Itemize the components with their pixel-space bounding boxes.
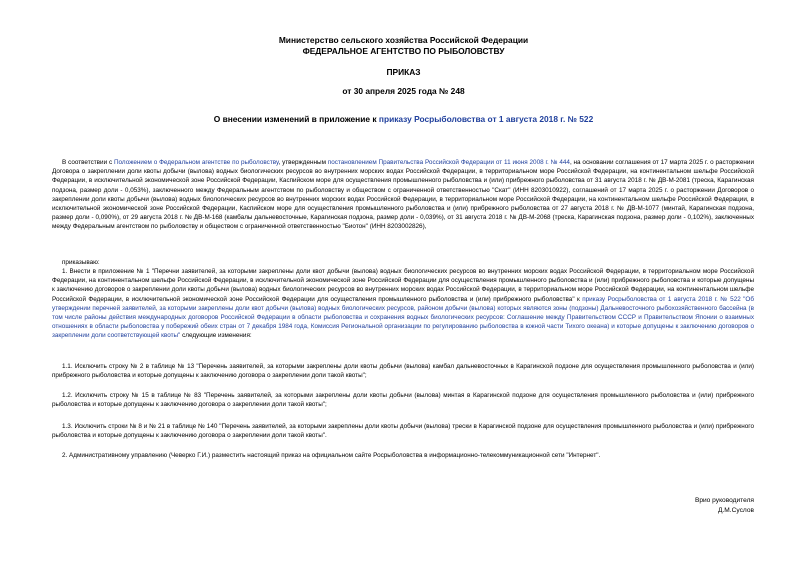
title-prefix: О внесении изменений в приложение к xyxy=(213,114,379,124)
intro-text-1: В соответствии с xyxy=(62,159,114,166)
document-type: ПРИКАЗ xyxy=(386,67,421,77)
item-1-paragraph xyxy=(52,267,754,341)
item-1-text-2: следующие изменения: xyxy=(180,332,252,340)
agency-heading: ФЕДЕРАЛЬНОЕ АГЕНТСТВО ПО РЫБОЛОВСТВУ xyxy=(302,46,505,56)
order-word: приказываю: xyxy=(62,259,100,266)
item-1-1-paragraph: 1.1. Исключить строку № 2 в таблице № 13 "Перечень заявителей, за которыми закреплены доли квоты добычи (вылова) камбал дальневосточных в Карагинской подзоне для осуществления промышленного рыболовства и (или) прибрежного рыболовства и которые допущены к заключению договора о закреплении доли такой квоты"; xyxy=(52,363,754,380)
regulation-link[interactable]: Положением о Федеральном агентстве по рыболовству xyxy=(113,159,279,166)
item-1-text-1: 1. Внести в приложение № 1 "Перечни заявителей, за которыми закреплены доли квот добычи (вылова) водных биологических ресурсов во внутренних морских водах Российской Федерации, в территориальном море Российской Федерации, на континентальном шельфе Российской Федерации, в исключительной экономической зоне Российской Федерации для осуществления промышленного рыболовства и (или) прибрежного рыболовства и которые допущены к заключению договоров о закреплении доли квоты добычи (вылова) водных биологических ресурсов во внутренних морских водах Российской Федерации, в территориальном море Российской Федерации, на континентальном шельфе Российской Федерации, в исключительной экономической зоне Российской Федерации для осуществления промышленного рыболовства и (или) прибрежного рыболовства" к xyxy=(52,268,754,303)
item-2-paragraph: 2. Административному управлению (Чеверко Г.И.) разместить настоящий приказ на официальном сайте Росрыболовства в информационно-телекоммуникационной сети "Интернет". xyxy=(62,452,601,459)
title-link[interactable]: приказу Росрыболовства от 1 августа 2018 г. № 522 xyxy=(378,114,594,124)
order-522-link[interactable]: приказу Росрыболовства от 1 августа 2018 г. № 522 "Об утверждении перечней заявителей, за которыми закреплены доли квот добычи (вылова) водных биологических ресурсов, районом добычи (вылова) которых являются зоны (подзоны) Дальневосточного рыбохозяйственного бассейна (в том числе районы действия международных договоров Российской Федерации в области рыболовства и сохранения водных биологических ресурсов: Соглашение между Правительством СССР и Правительством Японии о взаимных отношениях в области рыболовства у побережий обеих стран от 7 декабря 1984 года, Комиссия Региональной организации по регулированию рыболовства в южной части Тихого океана) и которые допущены к заключению договоров о закреплении доли соответствующей квоты" xyxy=(52,295,754,340)
document-date-number: от 30 апреля 2025 года № 248 xyxy=(342,86,465,96)
ministry-heading: Министерство сельского хозяйства Российской Федерации xyxy=(278,35,529,45)
intro-text-2: , утвержденным xyxy=(278,159,328,166)
signatory-position: Врио руководителя xyxy=(694,497,754,504)
item-1-2-paragraph: 1.2. Исключить строку № 15 в таблице № 83 "Перечень заявителей, за которыми закреплены доли квоты добычи (вылова) минтая в Карагинской подзоне для осуществления промышленного рыболовства и (или) прибрежного рыболовства и которые допущены к заключению договора о закреплении доли такой квоты"; xyxy=(52,392,754,409)
intro-paragraph xyxy=(52,158,754,232)
government-decree-link[interactable]: постановлением Правительства Российской Федерации от 11 июня 2008 г. № 444 xyxy=(327,159,570,166)
intro-text-3: , на основании соглашения от 17 марта 2025 г. о расторжении Договора о закреплении доли квоты добычи (вылова) водных биологических ресурсов во внутренних морских водах Российской Федерации, в территориальном море Российской Федерации, на континентальном шельфе Российской Федерации, в исключительной экономической зоне Российской Федерации, Каспийском море для осуществления промышленного рыболовства и (или) прибрежного рыболовства от 31 августа 2018 г. № ДВ-М-2081 (треска, Карагинская подзона, размер доли - 0,053%), заключенного между Федеральным агентством по рыболовству и обществом с ограниченной ответственностью "Скат" (ИНН 8203010922), соглашений от 17 марта 2025 г. о расторжении Договоров о закреплении доли квоты добычи (вылова) водных биологических ресурсов во внутренних морских водах Российской Федерации, в территориальном море Российской Федерации, на континентальном шельфе Российской Федерации, в исключительной экономической зоне Российской Федерации, Каспийском море для осуществления промышленного рыболовства и (или) прибрежного рыболовства от 27 августа 2018 г. № ДВ-М-1077 (минтай, Карагинская подзона, размер доли - 0,090%), от 29 августа 2018 г. № ДВ-М-168 (камбалы дальневосточные, Карагинская подзона, размер доли - 0,039%), от 31 августа 2018 г. № ДВ-М-2068 (треска, Карагинская подзона, размер доли - 0,102%), заключенных между Федеральным агентством по рыболовству и обществом с ограниченной ответственностью "Биотон" (ИНН 8203002826), xyxy=(52,159,754,231)
document-title xyxy=(0,114,807,125)
signatory-name: Д.М.Суслов xyxy=(718,507,754,514)
item-1-3-paragraph: 1.3. Исключить строки № 8 и № 21 в таблице № 140 "Перечень заявителей, за которыми закреплены доли квоты добычи (вылова) трески в Карагинской подзоне для осуществления промышленного рыболовства и (или) прибрежного рыболовства и которые допущены к заключению договора о закреплении доли такой квоты". xyxy=(52,423,754,440)
